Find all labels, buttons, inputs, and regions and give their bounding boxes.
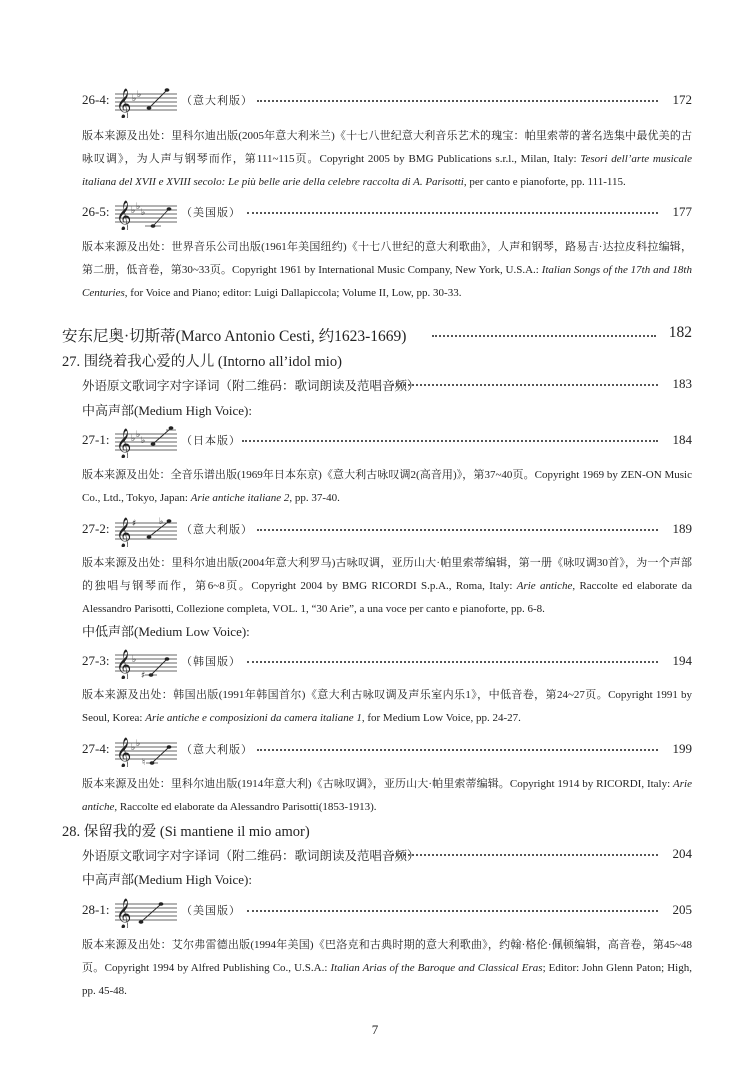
- svg-text:♭: ♭: [131, 743, 136, 753]
- lyrics-label: 外语原文歌词字对字译词（附二维码：歌词朗读及范唱音频）: [82, 849, 420, 863]
- svg-text:♭: ♭: [159, 517, 164, 527]
- page-number-ref: 194: [672, 653, 692, 668]
- page-number-ref: 204: [672, 846, 692, 861]
- entry-26-4: [82, 84, 692, 118]
- page-number-ref: 177: [672, 204, 692, 219]
- lyrics-entry: [82, 374, 692, 396]
- edition-label: （日本版）: [181, 435, 241, 447]
- entry-27-3: [82, 645, 692, 679]
- svg-text:𝄞: 𝄞: [116, 89, 132, 118]
- edition-label: （意大利版）: [181, 744, 253, 756]
- entry-26-5: [82, 196, 692, 230]
- page-number-ref: 183: [672, 376, 692, 391]
- edition-label: （意大利版）: [181, 524, 253, 536]
- dot-leader: [432, 335, 656, 337]
- svg-text:♯: ♯: [141, 671, 146, 679]
- music-staff-icon: [115, 196, 177, 230]
- svg-text:♭: ♭: [136, 430, 141, 440]
- svg-text:♮: ♮: [142, 758, 146, 767]
- page-number-ref: 184: [672, 432, 692, 447]
- entry-27-1: [82, 424, 692, 458]
- svg-text:♭: ♭: [131, 206, 136, 216]
- composer-heading: [62, 324, 692, 348]
- music-staff-icon: [115, 424, 177, 458]
- dot-leader: [257, 100, 658, 102]
- lyrics-label: 外语原文歌词字对字译词（附二维码：歌词朗读及范唱音频）: [82, 379, 420, 393]
- page-number-ref: 205: [672, 902, 692, 917]
- svg-text:𝄞: 𝄞: [116, 518, 132, 547]
- svg-text:𝄞: 𝄞: [116, 899, 132, 928]
- svg-text:♯: ♯: [132, 519, 137, 529]
- dot-leader: [392, 384, 658, 386]
- music-staff-icon: [115, 733, 177, 767]
- edition-label: （意大利版）: [181, 95, 253, 107]
- entry-27-4: [82, 733, 692, 767]
- page-number-ref: 189: [672, 521, 692, 536]
- entry-code: 28-1:: [82, 902, 110, 917]
- music-staff-icon: [115, 645, 177, 679]
- svg-text:𝄞: 𝄞: [116, 429, 132, 458]
- source-note: 版本来源及出处：世界音乐公司出版(1961年美国纽约)《十七八世纪的意大利歌曲》，人声和钢琴，路易吉·达拉皮科拉编辑，第二册，低音卷，第30~33页。Copyright 1961 by International Music Company, New York, U.S.A.: Italian Songs of the 17th and 18th Centuries, for Voice and Piano; editor: Luigi Dallapiccola; Volume II, Low, pp. 30-33.: [82, 241, 692, 299]
- source-note: 版本来源及出处：里科尔迪出版(1914年意大利)《古咏叹调》，亚历山大·帕里索蒂编辑。Copyright 1914 by RICORDI, Italy: Arie antiche, Raccolte ed elaborate da Alessandro Parisotti(1853-1913).: [82, 778, 692, 813]
- edition-label: （美国版）: [181, 905, 241, 917]
- svg-text:𝄞: 𝄞: [116, 738, 132, 767]
- song-title: 28. 保留我的爱 (Si mantiene il mio amor): [62, 824, 310, 840]
- lyrics-entry: [82, 844, 692, 866]
- edition-label: （美国版）: [181, 207, 241, 219]
- voice-heading: 中低声部(Medium Low Voice):: [82, 624, 250, 639]
- voice-heading: 中高声部(Medium High Voice):: [82, 403, 252, 418]
- entry-28-1: [82, 894, 692, 928]
- music-staff-icon: [115, 894, 177, 928]
- dot-leader: [257, 749, 658, 751]
- page-footer-number: 7: [371, 1022, 379, 1037]
- dot-leader: [247, 212, 658, 214]
- source-note: 版本来源及出处：韩国出版(1991年韩国首尔)《意大利古咏叹调及声乐室内乐1》，中低音卷，第24~27页。Copyright 1991 by Seoul, Korea: Arie antiche e composizioni da camera italiane 1, for Medium Low Voice, pp. 24-27.: [82, 689, 692, 724]
- dot-leader: [247, 661, 658, 663]
- page-number-ref: 199: [672, 741, 692, 756]
- entry-code: 27-4:: [82, 741, 110, 756]
- source-note: 版本来源及出处：艾尔弗雷德出版(1994年美国)《巴洛克和古典时期的意大利歌曲》，约翰·格伦·佩顿编辑，高音卷，第45~48页。Copyright 1994 by Alfred Publishing Co., U.S.A.: Italian Arias of the Baroque and Classical Eras; Editor: John Glenn Paton; High, pp. 45-48.: [82, 939, 692, 997]
- source-note: 版本来源及出处：里科尔迪出版(2004年意大利罗马)古咏叹调，亚历山大·帕里索蒂编辑，第一册《咏叹调30首》，为一个声部的独唱与钢琴而作，第6~8页。Copyright 2004 by BMG RICORDI S.p.A., Roma, Italy: Arie antiche, Raccolte ed elaborate da Alessandro Parisotti, Collezione completa, VOL. 1, “30 Arie”, a una voce per canto e pianoforte, pp. 6-8.: [82, 557, 692, 615]
- svg-text:♭: ♭: [141, 436, 146, 446]
- entry-code: 26-5:: [82, 204, 110, 219]
- music-staff-icon: [115, 84, 177, 118]
- page-number-ref: 172: [672, 92, 692, 107]
- svg-text:♭: ♭: [136, 739, 141, 749]
- voice-heading: 中高声部(Medium High Voice):: [82, 872, 252, 887]
- svg-text:♭: ♭: [131, 434, 136, 444]
- dot-leader: [257, 529, 658, 531]
- svg-text:♭: ♭: [132, 94, 137, 104]
- entry-code: 26-4:: [82, 92, 110, 107]
- entry-code: 27-3:: [82, 653, 110, 668]
- source-note: 版本来源及出处：全音乐谱出版(1969年日本东京)《意大利古咏叹调2(高音用)》，第37~40页。Copyright 1969 by ZEN-ON Music Co., Ltd., Tokyo, Japan: Arie antiche italiane 2, pp. 37-40.: [82, 469, 692, 504]
- dot-leader: [392, 854, 658, 856]
- entry-27-2: [82, 513, 692, 547]
- source-note: 版本来源及出处：里科尔迪出版(2005年意大利米兰)《十七八世纪意大利音乐艺术的瑰宝：帕里索蒂的著名选集中最优美的古咏叹调》，为人声与钢琴而作，第111~115页。Copyright 2005 by BMG Publications s.r.l., Milan, Italy: Tesori dell’arte musicale italiana del XVII e XVIII secolo: Le più belle arie della celebre raccolta di A. Parisotti, per canto e pianoforte, pp. 111-115.: [82, 130, 692, 188]
- svg-text:♭: ♭: [136, 202, 141, 212]
- composer-name: 安东尼奥·切斯蒂(Marco Antonio Cesti, 约1623-1669): [62, 328, 407, 345]
- svg-text:♭: ♭: [141, 208, 146, 218]
- entry-code: 27-1:: [82, 432, 110, 447]
- music-staff-icon: [115, 513, 177, 547]
- page-number-ref: 182: [668, 324, 692, 341]
- dot-leader: [247, 910, 658, 912]
- svg-text:𝄞: 𝄞: [116, 650, 132, 679]
- svg-text:♭: ♭: [132, 655, 137, 665]
- svg-text:♭: ♭: [137, 90, 142, 100]
- dot-leader: [242, 440, 658, 442]
- song-title: 27. 围绕着我心爱的人儿 (Intorno all’idol mio): [62, 354, 342, 370]
- edition-label: （韩国版）: [181, 656, 241, 668]
- svg-text:𝄞: 𝄞: [116, 201, 132, 230]
- entry-code: 27-2:: [82, 521, 110, 536]
